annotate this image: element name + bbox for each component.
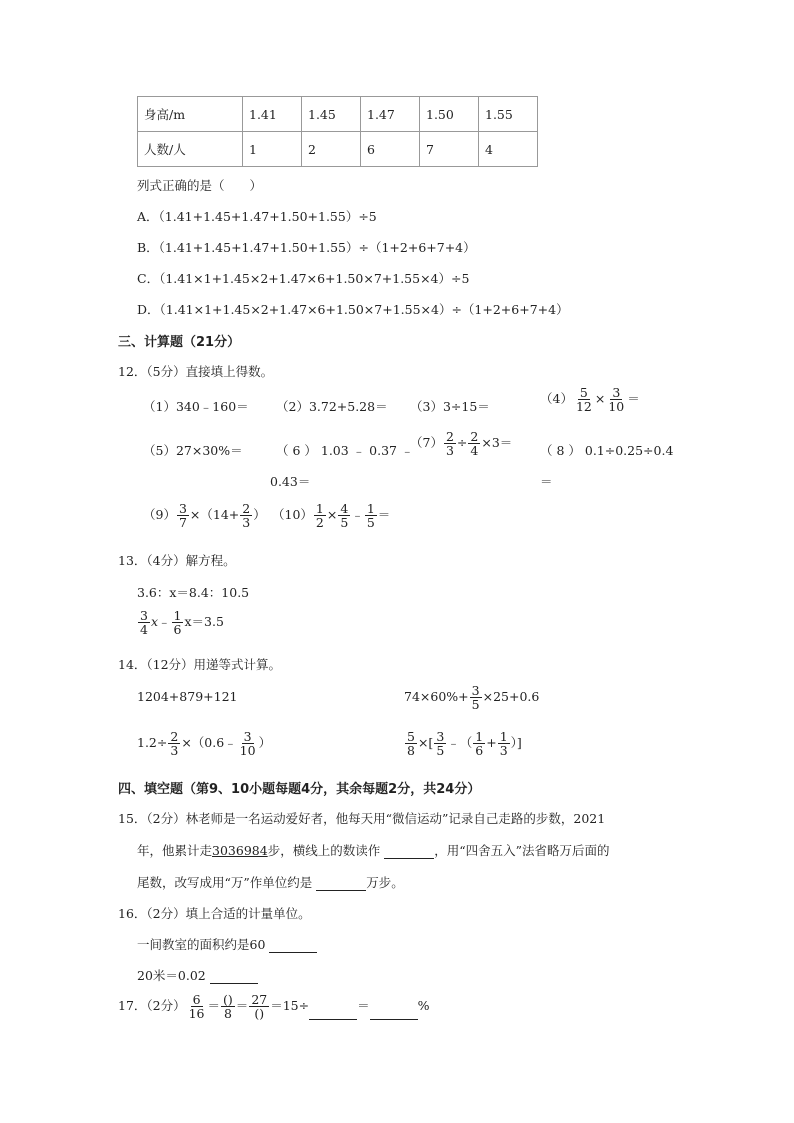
q14-title: 14．（12分）用递等式计算。 [118, 657, 282, 672]
q12-item: （ 6 ） 1.03 ﹣ 0.37 ﹣ [276, 443, 414, 458]
q15-line: 尾数，改写成用“万”作单位约是 万步。 [137, 875, 404, 890]
q14-expression: 1.2÷ $\frac{2}{3}$ ×（0.6﹣ $\frac{3}{10}$ ） [137, 729, 272, 759]
q11-stem: 列式正确的是（ ） [137, 178, 263, 193]
q16-line: 20米＝0.02 [137, 966, 258, 984]
q16-line: 一间教室的面积约是60 [137, 935, 317, 953]
table-cell: 1.55 [479, 97, 538, 132]
height-table [137, 96, 538, 167]
q11-option-a: A．（1.41+1.45+1.47+1.50+1.55）÷5 [137, 209, 377, 224]
q13-equation: 3.6：x＝8.4：10.5 [137, 585, 250, 600]
q12-item: ＝ [540, 474, 553, 489]
q14-expression: $\frac{5}{8}$ ×[ $\frac{3}{5}$ ﹣（ $\frac{1}{6}$ + $\frac{1}{3}$ ）] [407, 729, 522, 759]
q13-equation: $\frac{3}{4}$ x﹣ $\frac{1}{6}$ x＝3.5 [140, 608, 224, 638]
table-cell: 4 [479, 132, 538, 167]
q11-option-d: D．（1.41×1+1.45×2+1.47×6+1.50×7+1.55×4）÷（1+2+6+7+4） [137, 302, 569, 317]
q13-title: 13．（4分）解方程。 [118, 553, 236, 568]
q17-line: 17．（2分） $\frac{6}{16}$ ＝ $\frac{()}{8}$ ＝ $\frac{27}{()}$ ＝15÷ ＝ % [118, 992, 430, 1022]
q15-line: 年，他累计走3036984步，横线上的数读作 ，用“四舍五入”法省略万后面的 [137, 843, 610, 858]
section-heading: 四、填空题（第9、10小题每题4分，其余每题2分，共24分） [118, 782, 481, 797]
q12-item: （10） $\frac{1}{2}$ × $\frac{4}{5}$ ﹣ $\frac{1}{5}$ ＝ [272, 501, 391, 531]
q12-title: 12．（5分）直接填上得数。 [118, 364, 274, 379]
table-cell: 2 [302, 132, 361, 167]
q12-item: 0.43＝ [270, 474, 311, 489]
table-row [138, 97, 538, 132]
table-cell: 6 [361, 132, 420, 167]
q14-expression: 74×60%+ $\frac{3}{5}$ ×25+0.6 [404, 683, 540, 713]
section-heading: 三、计算题（21分） [118, 335, 241, 350]
q12-item: （1）340﹣160＝ [143, 399, 249, 414]
table-cell: 1.50 [420, 97, 479, 132]
q11-option-b: B．（1.41+1.45+1.47+1.50+1.55）÷（1+2+6+7+4） [137, 240, 476, 255]
q15-line: 15．（2分）林老师是一名运动爱好者，他每天用“微信运动”记录自己走路的步数，2021 [118, 811, 606, 826]
table-cell: 身高/m [138, 97, 243, 132]
q12-item: （4） $\frac{5}{12}$ × $\frac{3}{10}$ ＝ [540, 385, 640, 415]
table-cell: 人数/人 [138, 132, 243, 167]
q12-item: （3）3÷15＝ [410, 399, 490, 414]
q12-item: （5）27×30%＝ [143, 443, 243, 458]
q12-item: （9） $\frac{3}{7}$ ×（14+ $\frac{2}{3}$ ） [143, 501, 266, 531]
q12-item: （2）3.72+5.28＝ [276, 399, 388, 414]
table-row [138, 132, 538, 167]
table-cell: 1.41 [243, 97, 302, 132]
q11-option-c: C．（1.41×1+1.45×2+1.47×6+1.50×7+1.55×4）÷5 [137, 271, 470, 286]
table-cell: 7 [420, 132, 479, 167]
q12-item: （ 8 ） 0.1÷0.25÷0.4 [540, 443, 674, 458]
table-cell: 1 [243, 132, 302, 167]
table-cell: 1.47 [361, 97, 420, 132]
q12-item: （7） $\frac{2}{3}$ ÷ $\frac{2}{4}$ ×3＝ [410, 429, 513, 459]
q16-title: 16．（2分）填上合适的计量单位。 [118, 906, 311, 921]
table-cell: 1.45 [302, 97, 361, 132]
q14-expression: 1204+879+121 [137, 689, 238, 704]
